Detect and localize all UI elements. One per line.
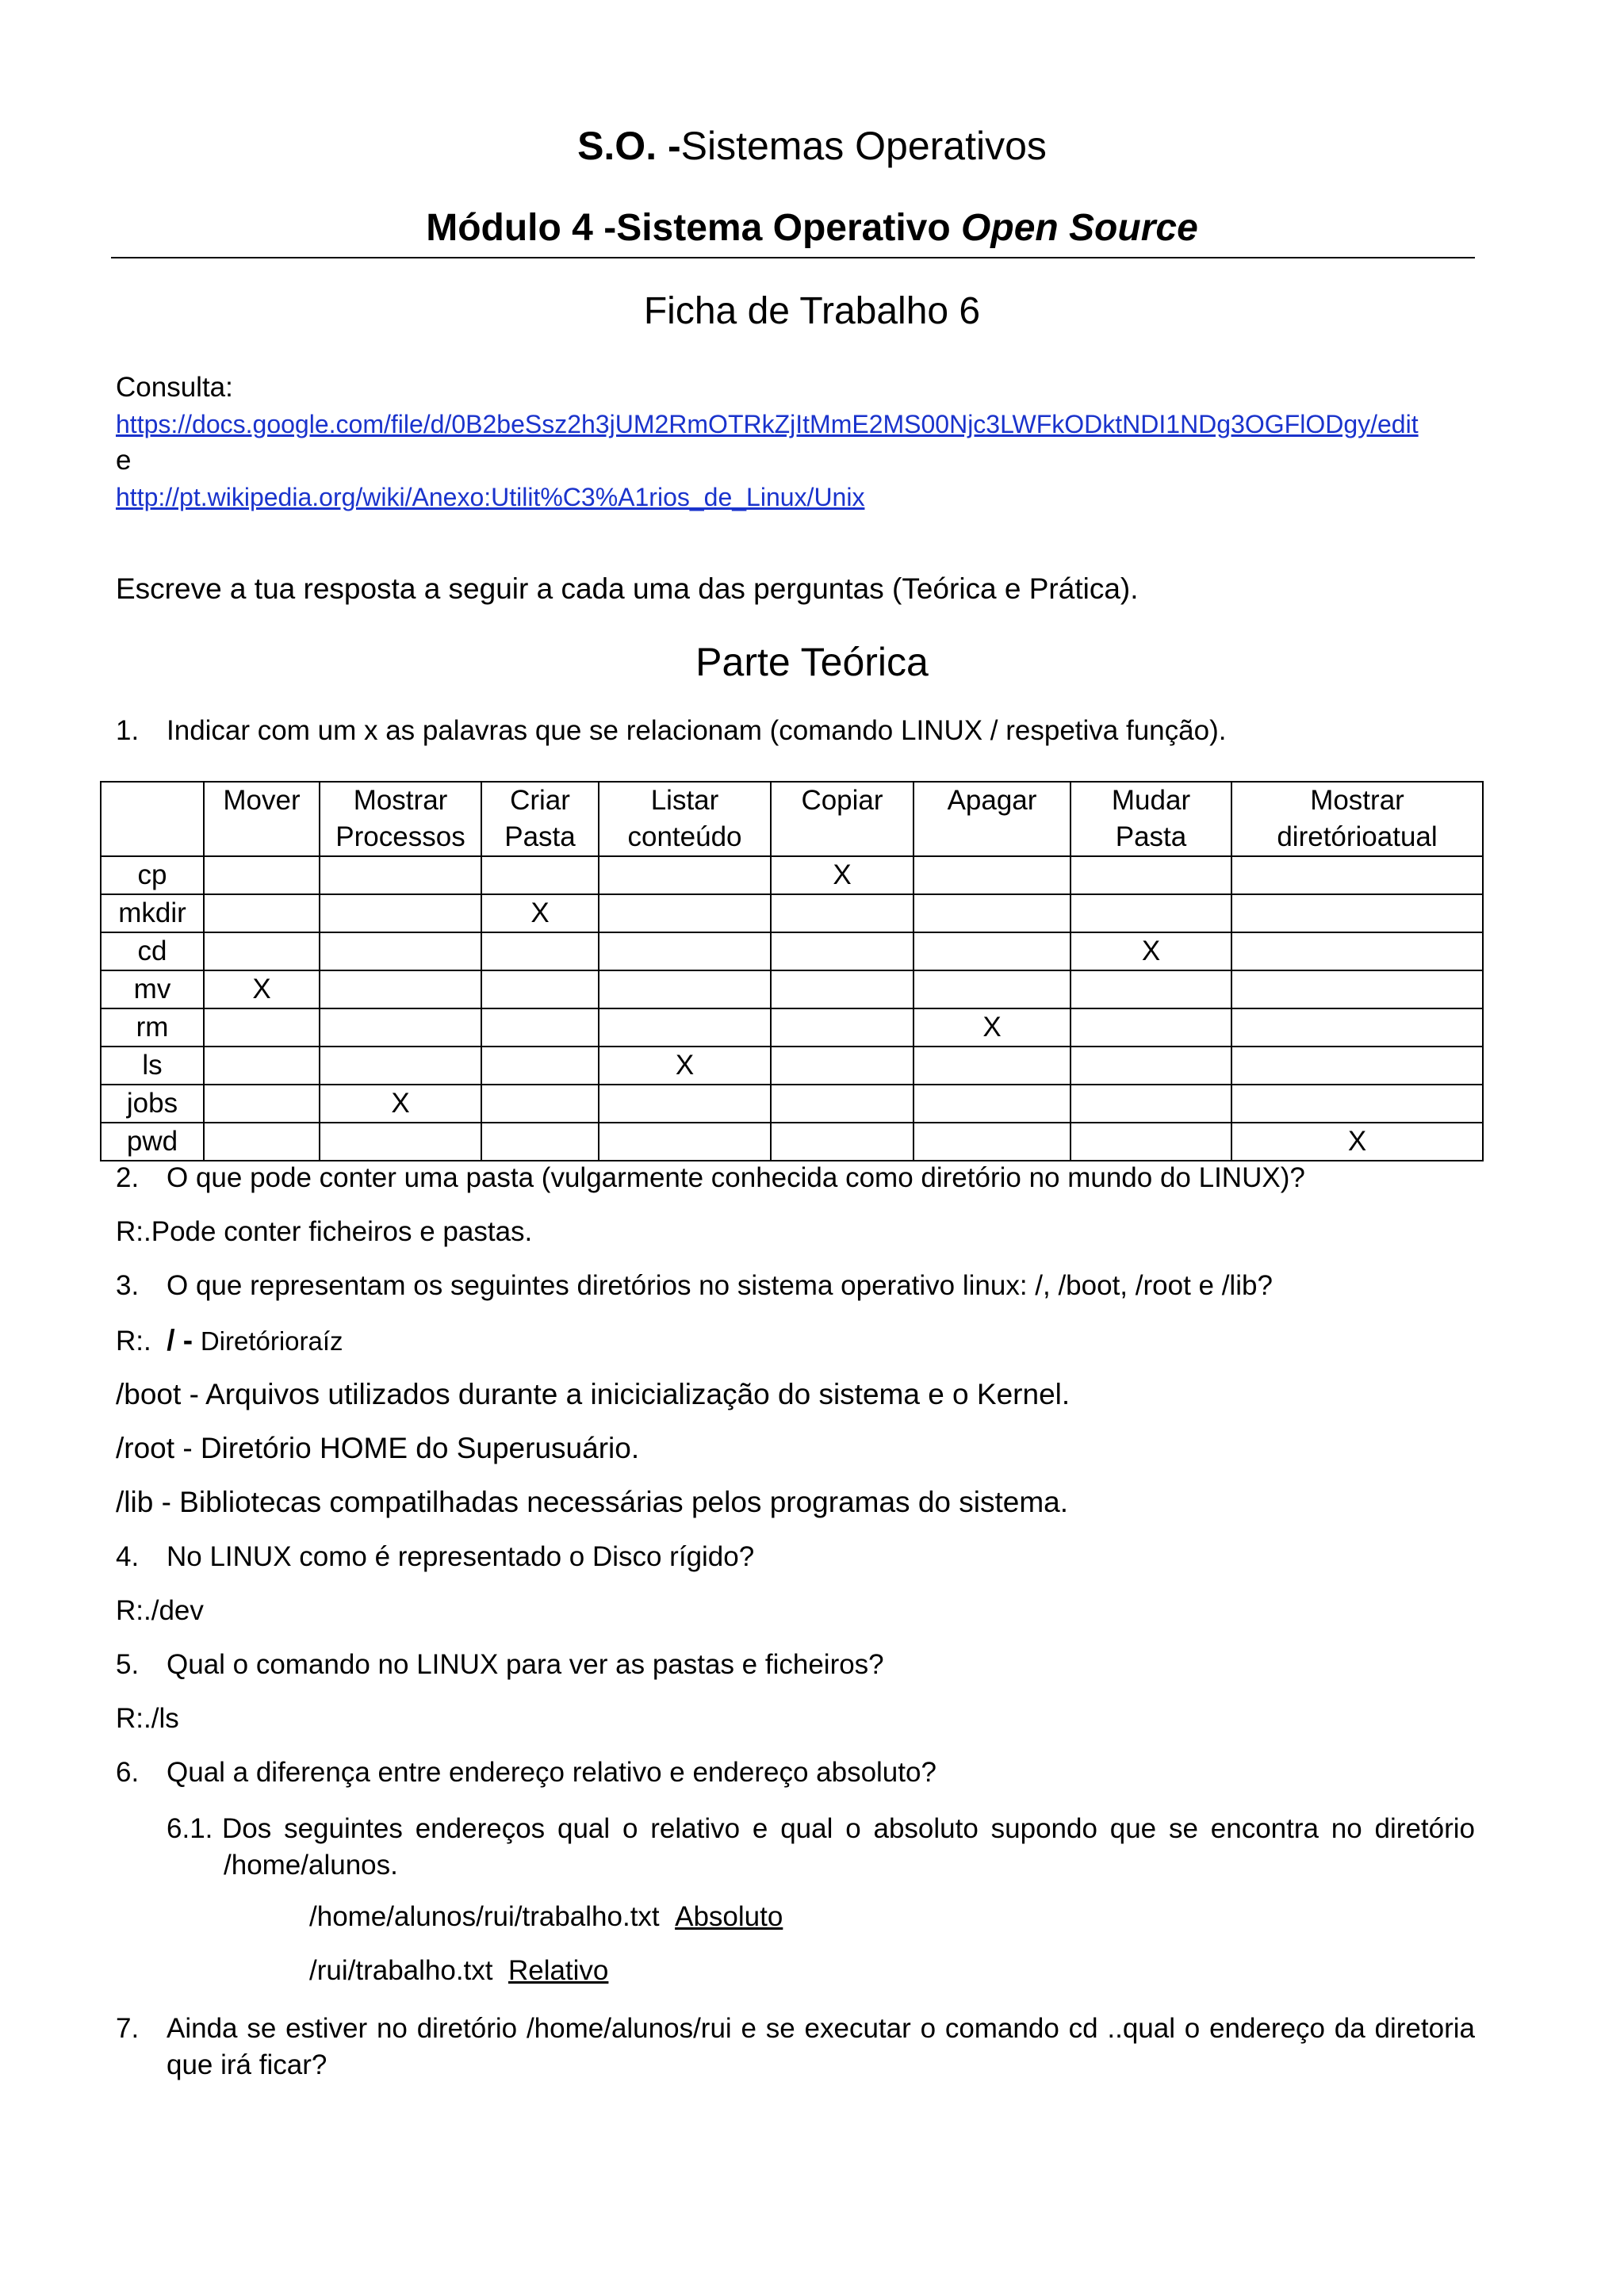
- question-6-1: 6.1. Dos seguintes endereços qual o relativo e qual o absoluto supondo que se encontra no diretório /home/alunos.: [167, 1813, 1475, 1881]
- path-relative-answer: Relativo: [508, 1955, 609, 1986]
- mark-cell: [599, 970, 771, 1008]
- command-cell: mkdir: [101, 894, 204, 932]
- mark-cell: [320, 856, 481, 894]
- answer-5: R:./ls: [116, 1703, 179, 1734]
- mark-cell: [1071, 856, 1231, 894]
- command-function-table: [100, 781, 1484, 1161]
- table-header-cell: Apagar: [914, 782, 1071, 856]
- table-header-cell: [101, 782, 204, 856]
- mark-cell: [914, 894, 1071, 932]
- references-and: e: [116, 445, 132, 476]
- mark-cell: [481, 970, 599, 1008]
- mark-cell: [320, 1123, 481, 1161]
- mark-cell: [914, 1047, 1071, 1085]
- mark-cell: [599, 856, 771, 894]
- mark-cell: [481, 1008, 599, 1047]
- question-6: 6. Qual a diferença entre endereço relativo e endereço absoluto?: [116, 1757, 936, 1788]
- mark-cell: [481, 1123, 599, 1161]
- document-title: S.O. -Sistemas Operativos: [577, 124, 1047, 168]
- mark-cell: [204, 1085, 320, 1123]
- mark-cell: [1071, 894, 1231, 932]
- question-1: 1. Indicar com um x as palavras que se relacionam (comando LINUX / respetiva função).: [116, 715, 1227, 746]
- question-3: 3. O que representam os seguintes diretórios no sistema operativo linux: /, /boot, /root e /lib?: [116, 1270, 1273, 1301]
- mark-cell: [1071, 1008, 1231, 1047]
- mark-cell: X: [599, 1047, 771, 1085]
- mark-cell: [599, 1123, 771, 1161]
- table-row: [101, 932, 1483, 970]
- worksheet-title: Ficha de Trabalho 6: [643, 290, 981, 332]
- mark-cell: X: [914, 1008, 1071, 1047]
- mark-cell: [1231, 1085, 1483, 1123]
- table-row: [101, 856, 1483, 894]
- answer-3-boot: /boot - Arquivos utilizados durante a inicicialização do sistema e o Kernel.: [116, 1378, 1071, 1410]
- table-header-cell: Copiar: [771, 782, 914, 856]
- mark-cell: [204, 894, 320, 932]
- mark-cell: [320, 894, 481, 932]
- answer-3-rootdir: /root - Diretório HOME do Superusuário.: [116, 1432, 640, 1464]
- answer-3-root: R:. / - Diretórioraíz: [116, 1324, 343, 1357]
- answer-4: R:./dev: [116, 1595, 204, 1626]
- references-label: Consulta:: [116, 372, 233, 403]
- command-cell: mv: [101, 970, 204, 1008]
- mark-cell: [771, 1123, 914, 1161]
- mark-cell: [1231, 894, 1483, 932]
- mark-cell: [204, 932, 320, 970]
- section-title: Parte Teórica: [695, 640, 929, 684]
- mark-cell: X: [1071, 932, 1231, 970]
- question-4: 4. No LINUX como é representado o Disco rígido?: [116, 1541, 755, 1572]
- mark-cell: [204, 1123, 320, 1161]
- mark-cell: [1231, 932, 1483, 970]
- question-7: 7. Ainda se estiver no diretório /home/alunos/rui e se executar o comando cd ..qual o endereço da diretoria que irá ficar?: [116, 2013, 1475, 2080]
- table-header-cell: Mover: [204, 782, 320, 856]
- mark-cell: [599, 932, 771, 970]
- header-divider: [111, 257, 1475, 258]
- mark-cell: [1231, 970, 1483, 1008]
- table-row: [101, 1123, 1483, 1161]
- table-row: [101, 894, 1483, 932]
- references-block: [116, 369, 1419, 515]
- mark-cell: [320, 970, 481, 1008]
- table-header-cell: Mostrar Processos: [320, 782, 481, 856]
- answer-2: R:.Pode conter ficheiros e pastas.: [116, 1216, 533, 1247]
- mark-cell: [914, 1123, 1071, 1161]
- path-relative-row: /rui/trabalho.txt Relativo: [309, 1955, 609, 1986]
- mark-cell: [914, 856, 1071, 894]
- mark-cell: [771, 1047, 914, 1085]
- table-header-cell: Listar conteúdo: [599, 782, 771, 856]
- mark-cell: [1071, 1123, 1231, 1161]
- mark-cell: [771, 1008, 914, 1047]
- command-cell: jobs: [101, 1085, 204, 1123]
- table-header-cell: Mudar Pasta: [1071, 782, 1231, 856]
- mark-cell: [599, 894, 771, 932]
- mark-cell: [771, 970, 914, 1008]
- table-header-cell: Mostrar diretórioatual: [1231, 782, 1483, 856]
- table-row: [101, 1047, 1483, 1085]
- mark-cell: X: [481, 894, 599, 932]
- mark-cell: [771, 1085, 914, 1123]
- question-2: 2. O que pode conter uma pasta (vulgarmente conhecida como diretório no mundo do LINUX)?: [116, 1162, 1305, 1193]
- mark-cell: [204, 1047, 320, 1085]
- mark-cell: [320, 932, 481, 970]
- table-row: [101, 1085, 1483, 1123]
- mark-cell: [914, 932, 1071, 970]
- mark-cell: [1231, 856, 1483, 894]
- mark-cell: [1231, 1047, 1483, 1085]
- path-absolute-answer: Absoluto: [675, 1901, 783, 1932]
- mark-cell: X: [204, 970, 320, 1008]
- instructions: Escreve a tua resposta a seguir a cada uma das perguntas (Teórica e Prática).: [116, 572, 1139, 605]
- mark-cell: [481, 1085, 599, 1123]
- table-header-row: [101, 782, 1483, 856]
- path-absolute-row: /home/alunos/rui/trabalho.txt Absoluto: [309, 1901, 783, 1932]
- command-cell: cd: [101, 932, 204, 970]
- module-title: Módulo 4 -Sistema Operativo Open Source: [426, 207, 1198, 249]
- mark-cell: [1231, 1008, 1483, 1047]
- table-row: [101, 970, 1483, 1008]
- reference-link-google-docs[interactable]: https://docs.google.com/file/d/0B2beSsz2h3jUM2RmOTRkZjItMmE2MS00Njc3LWFkODktNDI1NDg3OGFlODgy/edit: [116, 410, 1419, 438]
- mark-cell: X: [320, 1085, 481, 1123]
- answer-3-lib: /lib - Bibliotecas compatilhadas necessárias pelos programas do sistema.: [116, 1486, 1069, 1518]
- mark-cell: [1071, 1085, 1231, 1123]
- mark-cell: [599, 1085, 771, 1123]
- command-cell: cp: [101, 856, 204, 894]
- table-row: [101, 1008, 1483, 1047]
- command-cell: ls: [101, 1047, 204, 1085]
- mark-cell: [481, 856, 599, 894]
- mark-cell: [320, 1047, 481, 1085]
- mark-cell: [481, 932, 599, 970]
- table-header-cell: Criar Pasta: [481, 782, 599, 856]
- mark-cell: [599, 1008, 771, 1047]
- mark-cell: [204, 856, 320, 894]
- mark-cell: [914, 970, 1071, 1008]
- mark-cell: [204, 1008, 320, 1047]
- command-cell: rm: [101, 1008, 204, 1047]
- mark-cell: X: [771, 856, 914, 894]
- reference-link-wikipedia[interactable]: http://pt.wikipedia.org/wiki/Anexo:Utilit%C3%A1rios_de_Linux/Unix: [116, 483, 865, 511]
- mark-cell: [1071, 1047, 1231, 1085]
- mark-cell: X: [1231, 1123, 1483, 1161]
- mark-cell: [914, 1085, 1071, 1123]
- mark-cell: [771, 932, 914, 970]
- question-5: 5. Qual o comando no LINUX para ver as pastas e ficheiros?: [116, 1649, 884, 1680]
- mark-cell: [771, 894, 914, 932]
- mark-cell: [481, 1047, 599, 1085]
- mark-cell: [1071, 970, 1231, 1008]
- mark-cell: [320, 1008, 481, 1047]
- command-cell: pwd: [101, 1123, 204, 1161]
